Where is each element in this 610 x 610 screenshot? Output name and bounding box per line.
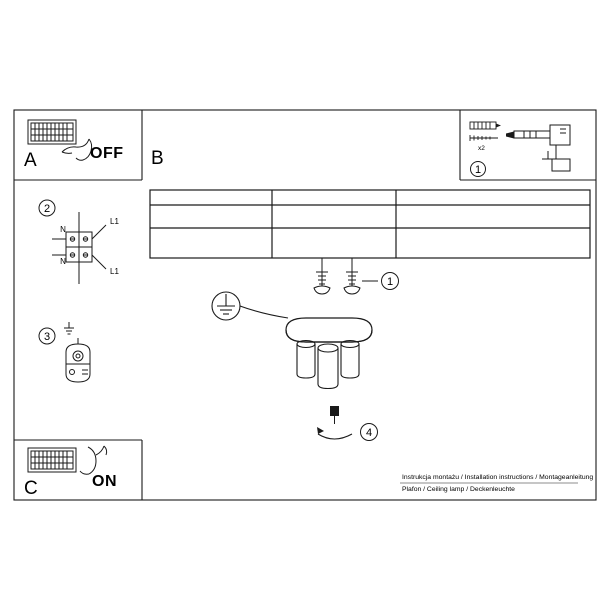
step-4-badge-label: 4 [365,427,373,439]
step-2-badge-label: 2 [43,203,51,215]
shade-center [318,348,338,389]
footer-line-2: Plafon / Ceiling lamp / Deckenleuchte [402,486,515,493]
terminal-label-n-bottom: N [60,257,66,266]
step-1-badge-label: 1 [474,164,482,176]
terminal-label-l1-bottom: L1 [110,267,119,276]
panel-c-action-label: ON [92,473,117,490]
step-1b-badge-label: 1 [386,276,394,288]
hardware-quantity-label: x2 [478,145,485,152]
terminal-label-l1-top: L1 [110,217,119,226]
panel-c-letter: C [24,478,38,499]
panel-b-letter: B [151,148,164,169]
terminal-label-n-top: N [60,225,66,234]
step-3-badge-label: 3 [43,331,51,343]
footer-line-1: Instrukcja montażu / Installation instructions / Montageanleitung [402,474,594,481]
panel-a-action-label: OFF [90,145,124,162]
panel-a-letter: A [24,150,37,171]
